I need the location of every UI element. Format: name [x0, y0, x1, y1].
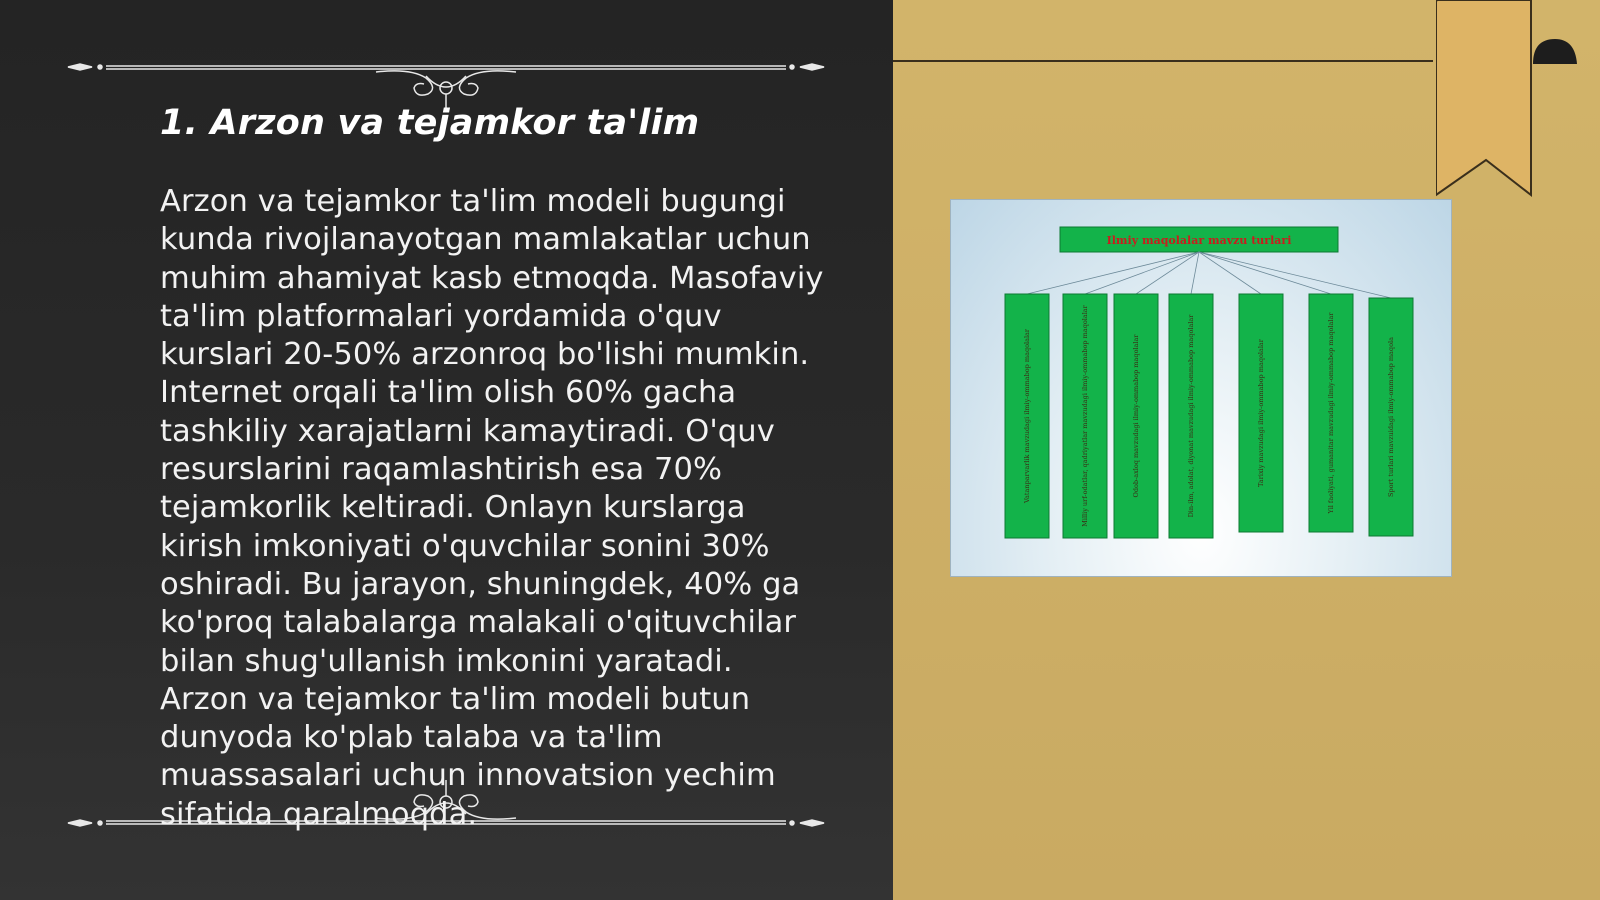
diagram-connector — [1027, 252, 1199, 294]
slide-body-text: Arzon va tejamkor ta'lim modeli bugungi kunda rivojlanayotgan mamlakatlar uchun muhim ahamiyat kasb etmoqda. Masofaviy ta'lim platformalari yordamida o'quv kurslari 20-50% arzonroq bo'lishi mumkin. Internet orqali ta'lim olish 60% gacha tashkiliy xarajatlarni kamaytiradi. O'quv resurslarini raqamlashtirish esa 70% tejamkorlik keltiradi. Onlayn kurslarga kirish imkoniyati o'quvchilar sonini 30% oshiradi. Bu jarayon, shuningdek, 40% ga ko'proq talabalarga malakali o'qituvchilar bilan shug'ullanish imkonini yaratadi. Arzon va tejamkor ta'lim modeli butun dunyoda ko'plab talaba va ta'lim muassasalari uchun innovatsion yechim sifatida qaralmoqda. — [160, 184, 824, 832]
diagram-column-label: Sport turlari mavzuidagi ilmiy-ommabop maqola — [1387, 337, 1395, 497]
diagram-connector — [1136, 252, 1199, 294]
diagram-column-label: Din-ilm, adolat, diyonat mavzudagi ilmiy-ommabop maqolalar — [1187, 314, 1195, 518]
diagram-connector — [1199, 252, 1261, 294]
divider-line — [893, 60, 1433, 62]
diagram-column-label: Milliy urf-odatlar, qadriyatlar mavzudagi ilmiy-ommabop maqolalar — [1081, 305, 1089, 527]
diagram-connector — [1199, 252, 1391, 298]
diagram-connector — [1191, 252, 1199, 294]
diagram-column-label: Tarixiy mavzudagi ilmiy-ommabop maqolalar — [1257, 339, 1265, 487]
diagram-column-label: Vatanparvarlik mavzudagi ilmiy-ommabop maqolalar — [1023, 328, 1031, 504]
diagram-chart — [951, 200, 1451, 576]
bookmark-ribbon-icon — [1436, 0, 1536, 200]
slide-title: 1. Arzon va tejamkor ta'lim — [160, 103, 700, 143]
diagram-column-label: Yil faoliyati, gumanitar mavzudagi ilmiy-ommabop maqolalar — [1327, 312, 1335, 514]
diagram-connector — [1199, 252, 1331, 294]
diagram-header-text: Ilmiy maqolalar mavzu turlari — [1106, 234, 1292, 247]
diagram-connector — [1085, 252, 1199, 294]
diagram-image — [950, 199, 1452, 577]
ribbon-curl-icon — [1530, 36, 1590, 66]
diagram-column-label: Odob-axloq mavzudagi ilmiy-ommabop maqolalar — [1132, 334, 1140, 498]
